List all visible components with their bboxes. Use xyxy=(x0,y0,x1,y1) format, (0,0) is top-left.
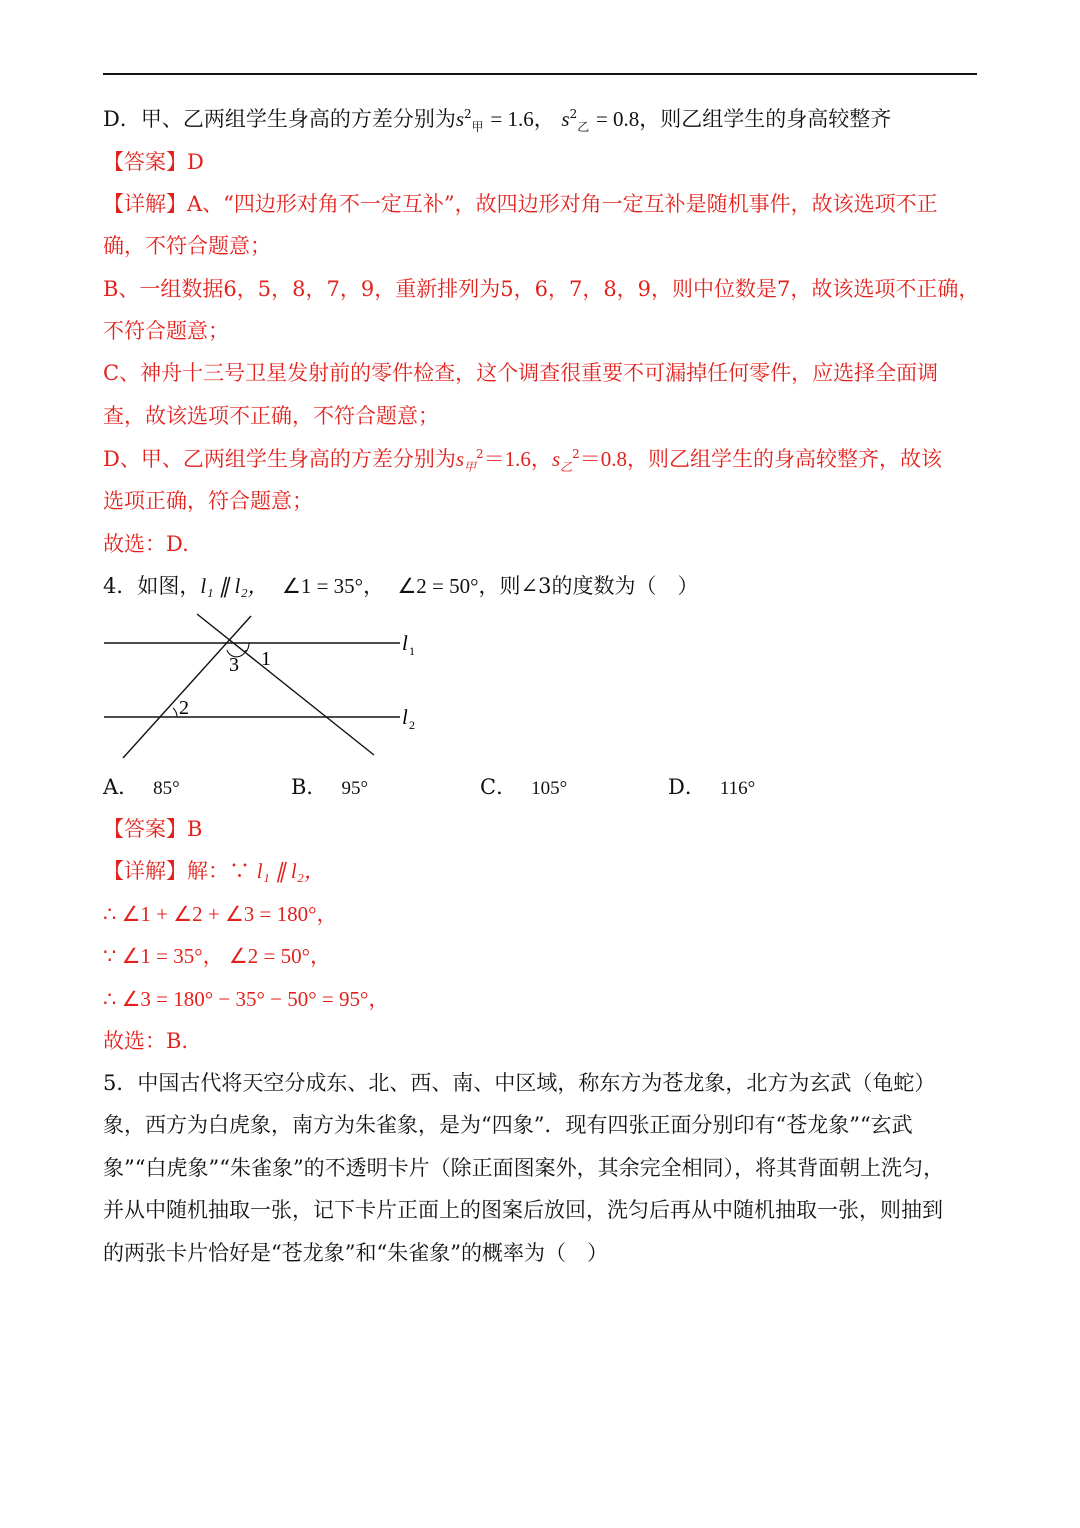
q3-detail-line: 【详解】A、“四边形对角不一定互补”，故四边形对角一定互补是随机事件，故该选项不正 xyxy=(103,192,938,216)
angle-3-label: 3 xyxy=(229,654,239,676)
header-rule xyxy=(103,73,977,75)
q5-stem-line: 象”“白虎象”“朱雀象”的不透明卡片（除正面图案外，其余完全相同），将其背面朝上洗匀， xyxy=(103,1156,945,1180)
q5-stem-line: 的两张卡片恰好是“苍龙象”和“朱雀象”的概率为（ ） xyxy=(103,1241,608,1265)
q3-detail-line: 不符合题意； xyxy=(103,319,229,343)
angle-1-arc xyxy=(245,643,249,653)
angle-1-label: 1 xyxy=(261,648,271,670)
l2-label: l xyxy=(402,705,408,729)
q3-detail-d-line2: 选项正确，符合题意； xyxy=(103,489,313,513)
q4-step: ∴ ∠1 + ∠2 + ∠3 = 180°， xyxy=(103,902,338,926)
q5-stem-line: 并从中随机抽取一张，记下卡片正面上的图案后放回，洗匀后再从中随机抽取一张，则抽到 xyxy=(103,1198,943,1222)
q4-step: ∴ ∠3 = 180° − 35° − 50° = 95°， xyxy=(103,987,390,1011)
q4-detail-head: 【详解】解：∵ l₁ ∥ l₂， xyxy=(103,859,325,883)
q3-detail-line: 确，不符合题意； xyxy=(103,234,271,258)
q4-stem: 4．如图，l₁ ∥ l₂， ∠1 = 35°， ∠2 = 50°，则∠3的度数为（ ） xyxy=(103,574,699,598)
l1-subscript: 1 xyxy=(409,644,415,658)
q3-detail-line: C、神舟十三号卫星发射前的零件检查，这个调查很重要不可漏掉任何零件，应选择全面调 xyxy=(103,361,939,385)
q5-stem-line: 象，西方为白虎象，南方为朱雀象，是为“四象”．现有四张正面分别印有“苍龙象”“玄武 xyxy=(103,1113,913,1137)
transversal-right xyxy=(197,614,374,755)
q3-detail-d: D、甲、乙两组学生身高的方差分别为$s_甲^2=1.6$，$s_乙^2=0.8$，则乙组学生的身高较整齐，故该 xyxy=(103,447,943,475)
q4-option-d[interactable]: D． 116° xyxy=(668,775,756,799)
q4-answer: 【答案】B xyxy=(103,817,203,841)
q3-answer: 【答案】D xyxy=(103,150,204,174)
q3-detail-line: B、一组数据6，5，8，7，9，重新排列为5，6，7，8，9，则中位数是7，故该选项不正确， xyxy=(103,277,980,301)
q4-option-b[interactable]: B． 95° xyxy=(291,775,369,799)
angle-2-arc xyxy=(173,708,177,717)
q3-option-d: D．甲、乙两组学生身高的方差分别为$s^2_甲 = 1.6$， $s^2_乙 = 0.8$，则乙组学生的身高较整齐 xyxy=(103,107,892,135)
q3-detail-line: 查，故该选项不正确，不符合题意； xyxy=(103,404,439,428)
q4-step: ∵ ∠1 = 35°， ∠2 = 50°， xyxy=(103,944,331,968)
q5-stem-line: 5．中国古代将天空分成东、北、西、南、中区域，称东方为苍龙象，北方为玄武（龟蛇） xyxy=(103,1071,936,1095)
q4-option-a[interactable]: A． 85° xyxy=(103,775,180,799)
q4-figure xyxy=(100,610,430,765)
q3-choice: 故选：D. xyxy=(103,532,189,556)
transversal-left xyxy=(123,616,251,758)
q4-option-c[interactable]: C． 105° xyxy=(480,775,568,799)
l2-subscript: 2 xyxy=(409,718,415,732)
q4-choice: 故选：B. xyxy=(103,1029,189,1053)
angle-2-label: 2 xyxy=(179,697,189,719)
l1-label: l xyxy=(402,631,408,655)
